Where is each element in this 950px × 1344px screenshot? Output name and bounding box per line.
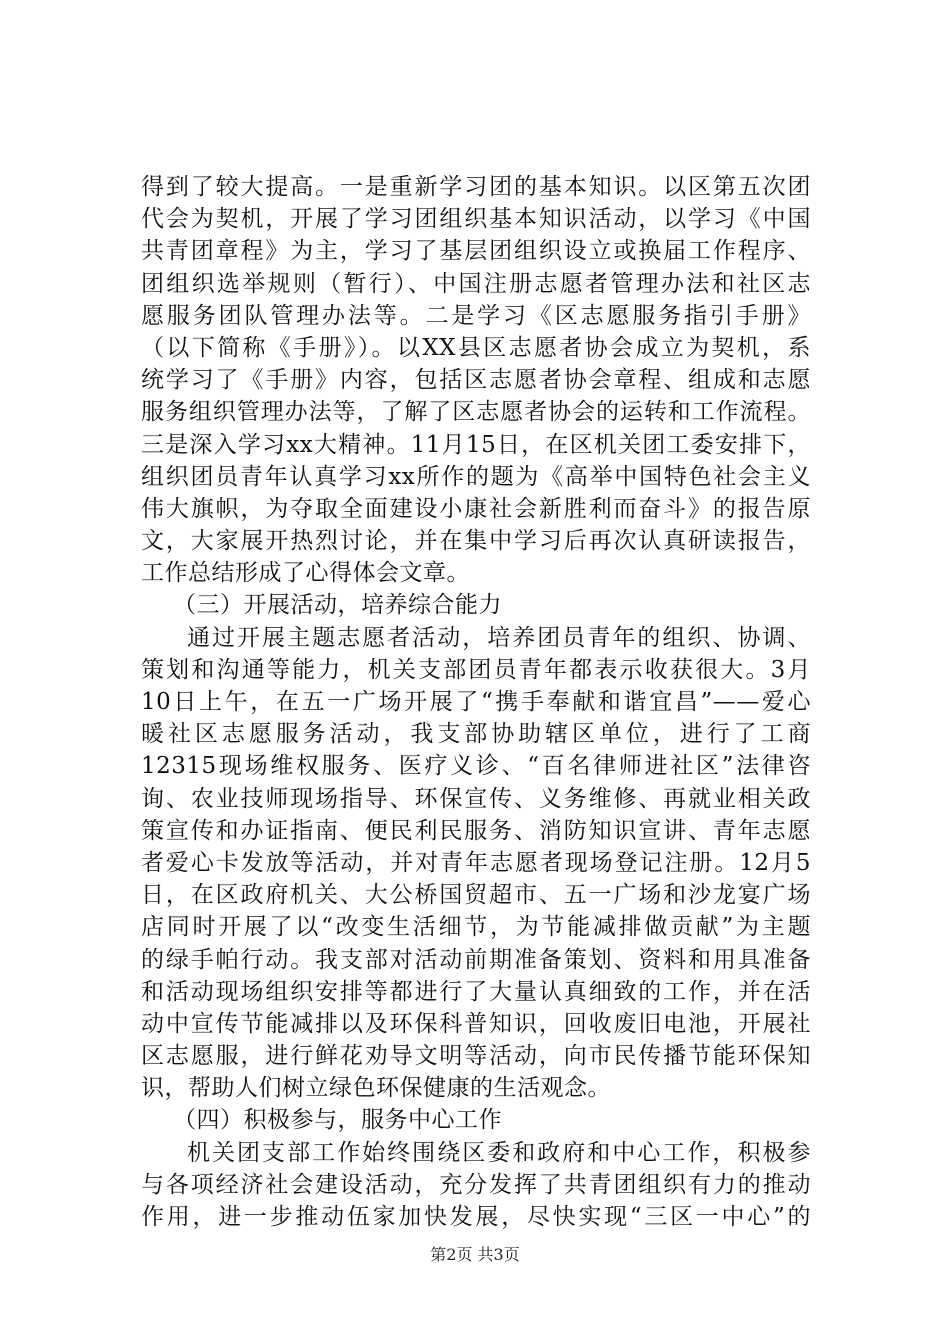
text-line: （以下简称《手册》）。以XX县区志愿者协会成立为契机，系	[141, 334, 811, 361]
text-line: 机关团支部工作始终围绕区委和政府和中心工作，积极参	[187, 1139, 811, 1166]
text-line: 者爱心卡发放等活动，并对青年志愿者现场登记注册。12月5	[141, 849, 811, 876]
text-line: 共青团章程》为主，学习了基层团组织设立或换届工作程序、	[141, 238, 811, 265]
text-line: 通过开展主题志愿者活动，培养团员青年的组织、协调、	[187, 624, 811, 651]
text-line: 和活动现场组织安排等都进行了大量认真细致的工作，并在活	[141, 978, 811, 1005]
text-line: 文，大家展开热烈讨论，并在集中学习后再次认真研读报告，	[141, 528, 811, 555]
text-line: 愿服务团队管理办法等。二是学习《区志愿服务指引手册》	[141, 302, 811, 329]
text-line: 日，在区政府机关、大公桥国贸超市、五一广场和沙龙宴广场	[141, 882, 811, 909]
text-line: 识，帮助人们树立绿色环保健康的生活观念。	[141, 1075, 611, 1102]
text-line: 统学习了《手册》内容，包括区志愿者协会章程、组成和志愿	[141, 367, 811, 394]
text-line: 团组织选举规则（暂行）、中国注册志愿者管理办法和社区志	[141, 270, 811, 297]
text-line: 区志愿服，进行鲜花劝导文明等活动，向市民传播节能环保知	[141, 1043, 811, 1070]
text-line: 询、农业技师现场指导、环保宣传、义务维修、再就业相关政	[141, 785, 811, 812]
text-line: 策划和沟通等能力，机关支部团员青年都表示收获很大。3月	[141, 656, 811, 683]
text-line: 动中宣传节能减排以及环保科普知识，回收废旧电池，开展社	[141, 1010, 811, 1037]
section-heading: （三）开展活动，培养综合能力	[173, 592, 502, 619]
page-number-label: 第2页 共3页	[430, 1245, 520, 1264]
text-line: 与各项经济社会建设活动，充分发挥了共青团组织有力的推动	[141, 1171, 811, 1198]
text-line: 工作总结形成了心得体会文章。	[141, 560, 470, 587]
text-line: 组织团员青年认真学习xx所作的题为《高举中国特色社会主义	[141, 463, 811, 490]
text-line: 12315现场维权服务、医疗义诊、“百名律师进社区”法律咨	[141, 753, 811, 780]
text-line: 得到了较大提高。一是重新学习团的基本知识。以区第五次团	[141, 174, 811, 200]
text-line: 策宣传和办证指南、便民利民服务、消防知识宣讲、青年志愿	[141, 817, 811, 844]
section-heading: （四）积极参与，服务中心工作	[173, 1107, 502, 1134]
text-line: 的绿手帕行动。我支部对活动前期准备策划、资料和用具准备	[141, 946, 811, 973]
text-line: 10日上午，在五一广场开展了“携手奉献和谐宜昌”——爱心	[141, 689, 811, 715]
text-line: 作用，进一步推动伍家加快发展，尽快实现“三区一中心”的	[141, 1204, 811, 1230]
text-line: 代会为契机，开展了学习团组织基本知识活动，以学习《中国	[141, 206, 811, 233]
text-line: 暖社区志愿服务活动，我支部协助辖区单位，进行了工商	[141, 721, 811, 748]
text-line: 店同时开展了以“改变生活细节，为节能减排做贡献”为主题	[141, 914, 811, 941]
text-line: 三是深入学习xx大精神。11月15日，在区机关团工委安排下，	[141, 431, 811, 458]
text-line: 服务组织管理办法等，了解了区志愿者协会的运转和工作流程。	[141, 399, 811, 426]
text-line: 伟大旗帜，为夺取全面建设小康社会新胜利而奋斗》的报告原	[141, 495, 811, 522]
document-body	[141, 171, 811, 1233]
page-footer	[0, 1242, 950, 1265]
